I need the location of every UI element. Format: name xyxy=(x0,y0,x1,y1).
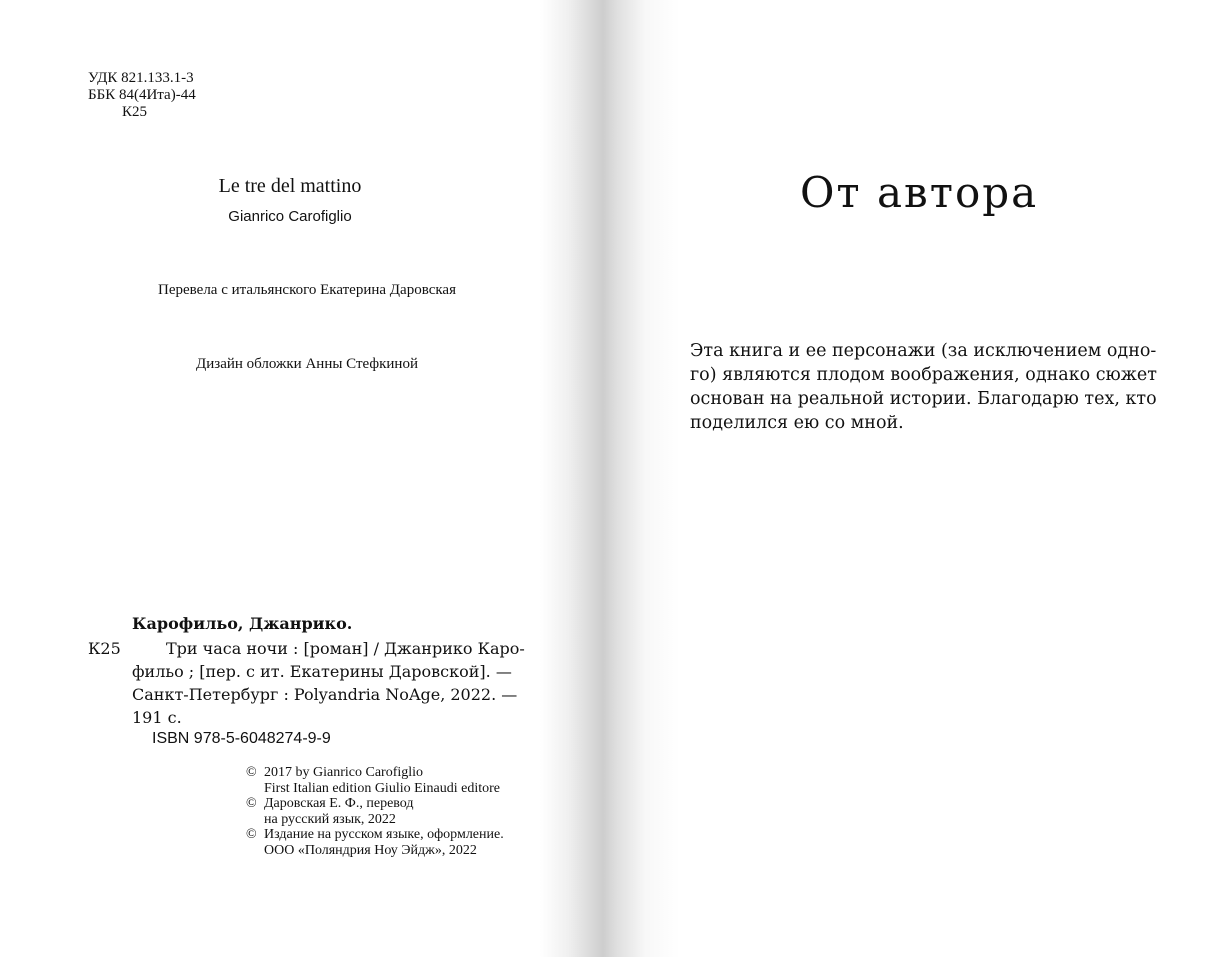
original-title: Le tre del mattino xyxy=(218,175,362,197)
cover-design-credit: Дизайн обложки Анны Стефкиной xyxy=(196,356,418,372)
copyright-symbol: © xyxy=(246,796,257,812)
original-author: Gianrico Carofiglio xyxy=(228,208,352,225)
bibliographic-line: 191 с. xyxy=(132,708,182,727)
preface-line: го) являются плодом воображения, однако сюжет xyxy=(690,365,1157,385)
copyright-text: ООО «Поляндрия Ноу Эйдж», 2022 xyxy=(264,842,477,858)
classification-codes xyxy=(88,70,196,121)
copyright-entry xyxy=(246,827,504,843)
left-page xyxy=(0,0,560,957)
copyright-block xyxy=(246,765,504,859)
bbk-code: ББК 84(4Ита)-44 xyxy=(88,87,196,103)
copyright-text: 2017 by Gianrico Carofiglio xyxy=(264,765,424,780)
preface-text xyxy=(690,339,1157,435)
copyright-entry-continuation xyxy=(246,781,504,797)
copyright-text: First Italian edition Giulio Einaudi editore xyxy=(264,780,501,796)
copyright-text: Издание на русском языке, оформление. xyxy=(264,827,504,843)
copyright-symbol: © xyxy=(246,827,257,843)
udk-code: УДК 821.133.1-3 xyxy=(88,70,194,86)
copyright-text: Даровская Е. Ф., перевод xyxy=(264,796,414,812)
copyright-entry xyxy=(246,796,504,812)
copyright-entry-continuation xyxy=(246,812,504,828)
bibliographic-line: фильо ; [пер. с ит. Екатерины Даровской]. — xyxy=(132,662,512,681)
bibliographic-heading: Карофильо, Джанрико. xyxy=(132,614,353,633)
copyright-symbol: © xyxy=(246,765,257,780)
isbn: ISBN 978-5-6048274-9-9 xyxy=(152,730,331,747)
author-mark-code: К25 xyxy=(122,104,148,120)
copyright-text: на русский язык, 2022 xyxy=(264,811,396,827)
preface-line: поделился ею со мной. xyxy=(690,413,904,433)
copyright-entry-continuation xyxy=(246,843,504,859)
right-page xyxy=(560,0,1217,957)
bibliographic-line: Три часа ночи : [роман] / Джанрико Каро- xyxy=(166,639,525,658)
bibliographic-code: К25 xyxy=(88,639,121,658)
preface-line: Эта книга и ее персонажи (за исключением одно- xyxy=(690,341,1157,361)
translator-credit: Перевела с итальянского Екатерина Даровская xyxy=(158,282,456,298)
bibliographic-line: Санкт-Петербург : Polyandria NoAge, 2022. — xyxy=(132,685,518,704)
copyright-entry xyxy=(246,765,504,781)
chapter-title: От автора xyxy=(800,168,1039,217)
preface-line: основан на реальной истории. Благодарю тех, кто xyxy=(690,389,1157,409)
